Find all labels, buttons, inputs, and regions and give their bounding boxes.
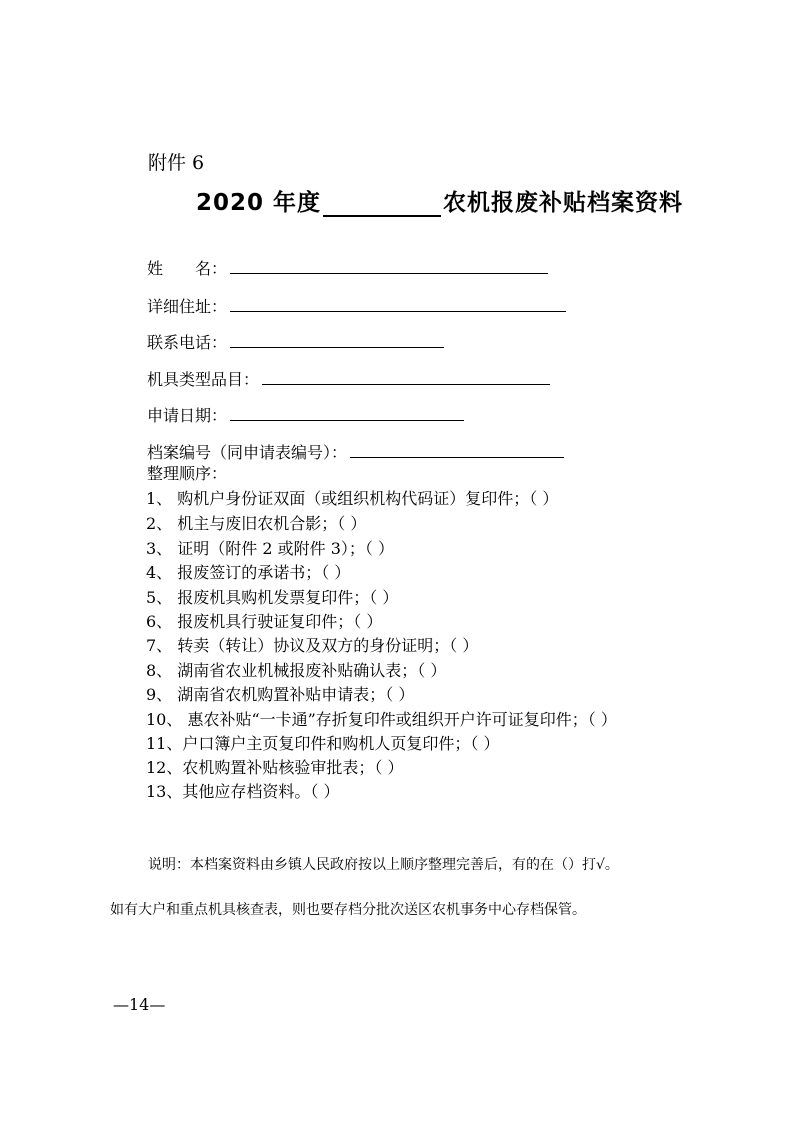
order-item-6: 6、 报废机具行驶证复印件；（ ） [146,612,383,631]
order-item-8: 8、 湖南省农业机械报废补贴确认表；（ ） [146,661,447,680]
name-label: 姓 名： [147,259,228,278]
address-blank-line [230,295,566,312]
order-item-13: 13、其他应存档资料。（ ） [146,782,340,801]
apply-date-blank-line [230,404,464,421]
archive-number-label: 档案编号（同申请表编号）： [147,443,348,462]
order-item-1: 1、 购机户身份证双面（或组织机构代码证）复印件；（ ） [146,489,559,508]
machine-type-label: 机具类型品目： [147,370,260,389]
machine-type-blank-line [262,368,550,385]
document-title [196,189,683,217]
address-field [147,295,566,318]
order-item-9: 9、 湖南省农机购置补贴申请表；（ ） [146,685,415,704]
order-item-7: 7、 转卖（转让）协议及双方的身份证明；（ ） [146,636,479,655]
address-label: 详细住址： [147,297,228,316]
order-heading: 整理顺序： [147,464,228,483]
phone-blank-line [230,331,444,348]
title-year: 2020 年度 [196,190,322,216]
order-item-5: 5、 报废机具购机发票复印件；（ ） [146,588,399,607]
order-item-12: 12、农机购置补贴核验审批表；（ ） [146,758,404,777]
order-item-3: 3、 证明（附件 2 或附件 3）；（ ） [146,539,394,558]
order-item-2: 2、 机主与废旧农机合影；（ ） [146,514,367,533]
order-item-10: 10、 惠农补贴“一卡通”存折复印件或组织开户许可证复印件；（ ） [146,710,617,729]
name-field [147,257,548,280]
phone-field [147,331,444,354]
order-item-11: 11、户口簿户主页复印件和购机人页复印件；（ ） [146,734,500,753]
title-blank-line [323,192,441,217]
archive-number-blank-line [350,441,564,458]
apply-date-field [147,404,464,427]
page-number: —14— [113,995,166,1014]
machine-type-field [147,368,550,391]
order-item-4: 4、 报废签订的承诺书；（ ） [146,563,351,582]
title-subject: 农机报废补贴档案资料 [443,190,684,216]
phone-label: 联系电话： [147,333,228,352]
explanation-note: 说明：本档案资料由乡镇人民政府按以上顺序整理完善后，有的在（）打√。 [148,857,619,873]
supplementary-note: 如有大户和重点机具核查表，则也要存档分批次送区农机事务中心存档保管。 [110,902,586,918]
attachment-label: 附件 6 [148,152,205,174]
name-blank-line [230,257,548,274]
archive-number-field [147,441,564,464]
apply-date-label: 申请日期： [147,406,228,425]
